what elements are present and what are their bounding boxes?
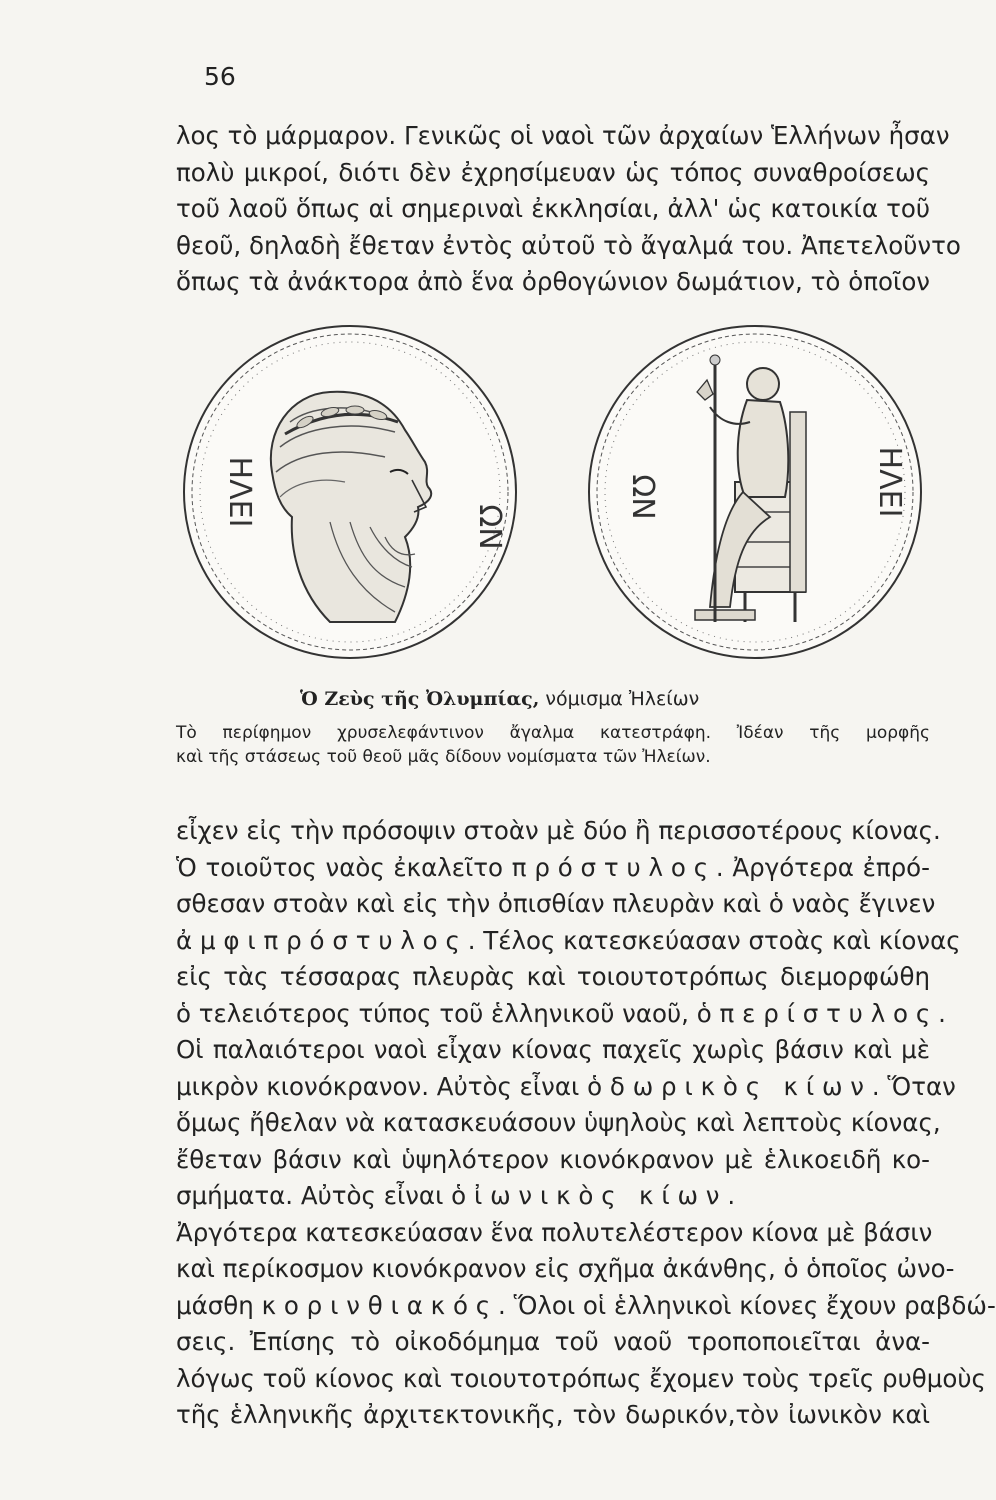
spaced-term: δωρικὸς κίων [609,1071,872,1101]
spaced-term: πρόστυλος [511,852,716,882]
coin-figure [180,322,930,682]
text-line: ὁ τελειότερος τύπος τοῦ ἑλληνικοῦ ναοῦ, ὁ περίστυλος. [176,998,946,1028]
text-line: Οἱ παλαιότεροι ναοὶ εἶχαν κίονας παχεῖς χωρὶς βάσιν καὶ μὲ [176,1035,930,1064]
coin-obverse-drawing [180,322,520,662]
text-line: σθεσαν στοὰν καὶ εἰς τὴν ὀπισθίαν πλευρὰν καὶ ὁ ναὸς ἔγινεν [176,889,936,918]
page-number: 56 [204,62,236,91]
text-line: σεις. Ἐπίσης τὸ οἰκοδόμημα τοῦ ναοῦ τροποποιεῖται ἀνα- [176,1327,930,1356]
text-line: μάσθη κορινθιακός. Ὅλοι οἱ ἑλληνικοὶ κίονες ἔχουν ραβδώ- [176,1290,996,1320]
text-line: πολὺ μικροί, διότι δὲν ἐχρησίμευαν ὡς τόπος συναθροίσεως [176,157,930,187]
text-line: ἔθεταν βάσιν καὶ ὑψηλότερον κιονόκρανον μὲ ἑλικοειδῆ κο- [176,1144,930,1174]
caption-line: καὶ τῆς στάσεως τοῦ θεοῦ μᾶς δίδουν νομίσματα τῶν Ἠλείων. [176,747,711,767]
text-line: εἶχεν εἰς τὴν πρόσοψιν στοὰν μὲ δύο ἢ περισσοτέρους κίονας. [176,816,941,845]
spaced-term: ἀμφιπρόστυλος [176,925,468,955]
coin-reverse-drawing [585,322,925,662]
text-line: καὶ περίκοσμον κιονόκρανον εἰς σχῆμα ἀκάνθης, ὁ ὁποῖος ὠνο- [176,1254,955,1283]
coin-obverse-zeus-head [180,322,520,662]
main-paragraph [176,813,996,1434]
text-line: Ἀργότερα κατεσκεύασαν ἕνα πολυτελέστερον κίονα μὲ βάσιν [176,1217,933,1247]
text-line: ὅπως τὰ ἀνάκτορα ἀπὸ ἕνα ὀρθογώνιον δωμάτιον, τὸ ὁποῖον [176,267,930,296]
text-line: λος τὸ μάρμαρον. Γενικῶς οἱ ναοὶ τῶν ἀρχαίων Ἑλλήνων ἦσαν [176,121,950,150]
caption-line: Τὸ περίφημον χρυσελεφάντινον ἄγαλμα κατεστράφη. Ἰδέαν τῆς μορφῆς [176,723,930,743]
text-line: τῆς ἑλληνικῆς ἀρχιτεκτονικῆς, τὸν δωρικόν,τὸν ἰωνικὸν καὶ [176,1400,930,1429]
spaced-term: περίστυλος [719,998,939,1028]
text-line: τοῦ λαοῦ ὅπως αἱ σημεριναὶ ἐκκλησίαι, ἀλλ' ὡς κατοικία τοῦ [176,194,930,223]
text-line: μικρὸν κιονόκρανον. Αὐτὸς εἶναι ὁ δωρικὸς κίων. Ὅταν [176,1071,956,1101]
text-line: σμήματα. Αὐτὸς εἶναι ὁ ἰωνικὸς κίων. [176,1181,736,1210]
text-line: εἰς τὰς τέσσαρας πλευρὰς καὶ τοιουτοτρόπως διεμορφώθη [176,962,930,991]
figure-caption-title [300,686,699,712]
coin-reverse-legend-right: ΗΛΕΙ [872,446,907,518]
caption-title-rest: νόμισμα Ἠλείων [539,688,700,710]
text-line: λόγως τοῦ κίονος καὶ τοιουτοτρόπως ἔχομεν τοὺς τρεῖς ρυθμοὺς [176,1363,986,1393]
coin-obverse-legend-right: ΩΝ [472,504,507,550]
top-paragraph [176,118,961,301]
spaced-term: κορινθιακός [261,1290,499,1320]
coin-obverse-legend-left: ΗΛΕΙ [222,456,257,528]
text-line: θεοῦ, δηλαδὴ ἔθεταν ἐντὸς αὐτοῦ τὸ ἄγαλμά του. Ἀπετελοῦντο [176,230,961,260]
coin-reverse-seated-zeus [585,322,925,662]
figure-caption-text [176,721,930,769]
text-line: ἀμφιπρόστυλος. Τέλος κατεσκεύασαν στοὰς καὶ κίονας [176,925,961,955]
caption-title-bold: Ὁ Ζεὺς τῆς Ὀλυμπίας, [300,688,540,710]
text-line: ὅμως ἤθελαν νὰ κατασκευάσουν ὑψηλοὺς καὶ λεπτοὺς κίονας, [176,1108,941,1137]
text-line: Ὁ τοιοῦτος ναὸς ἐκαλεῖτο πρόστυλος. Ἀργότερα ἐπρό- [176,852,930,882]
spaced-term: ἰωνικὸς κίων [473,1181,728,1210]
coin-reverse-legend-left: ΩΝ [625,474,660,520]
